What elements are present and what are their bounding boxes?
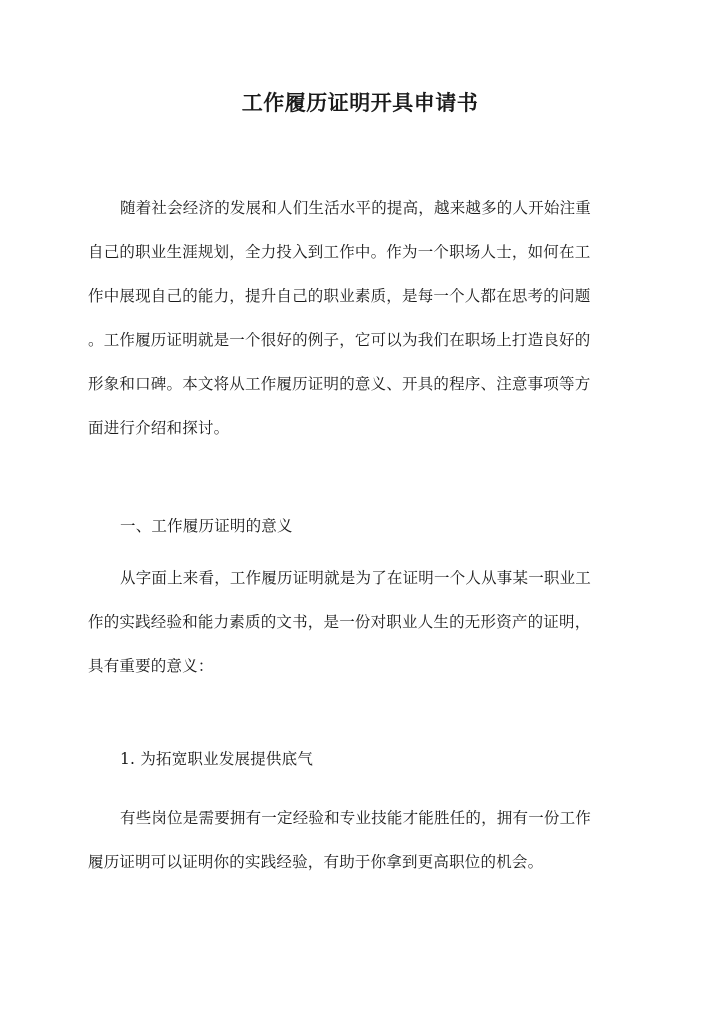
intro-line: 形象和口碑。本文将从工作履历证明的意义、开具的程序、注意事项等方 (88, 375, 591, 393)
section-line: 具有重要的意义： (88, 657, 214, 675)
section-line: 从字面上来看，工作履历证明就是为了在证明一个人从事某一职业工 (120, 569, 592, 587)
section-heading-text: 一、工作履历证明的意义 (120, 517, 293, 535)
intro-line: 自己的职业生涯规划，全力投入到工作中。作为一个职场人士，如何在工 (88, 243, 591, 261)
intro-line: 随着社会经济的发展和人们生活水平的提高，越来越多的人开始注重 (120, 199, 592, 217)
document-title: 工作履历证明开具申请书 (241, 90, 479, 115)
section-line: 作的实践经验和能力素质的文书，是一份对职业人生的无形资产的证明， (88, 613, 591, 631)
subsection-line: 有些岗位是需要拥有一定经验和专业技能才能胜任的，拥有一份工作 (120, 809, 592, 827)
section-heading (88, 504, 632, 548)
subsection-paragraph (88, 796, 632, 884)
subsection-line: 履历证明可以证明你的实践经验，有助于你拿到更高职位的机会。 (88, 853, 544, 871)
subsection-heading (88, 737, 632, 781)
intro-line: 作中展现自己的能力，提升自己的职业素质，是每一个人都在思考的问题 (88, 287, 591, 305)
section-paragraph (88, 556, 632, 688)
subsection-heading-text: 1. 为拓宽职业发展提供底气 (120, 750, 314, 768)
intro-line: 面进行介绍和探讨。 (88, 419, 230, 437)
intro-paragraph (88, 186, 632, 450)
intro-line: 。工作履历证明就是一个很好的例子，它可以为我们在职场上打造良好的 (88, 331, 591, 349)
